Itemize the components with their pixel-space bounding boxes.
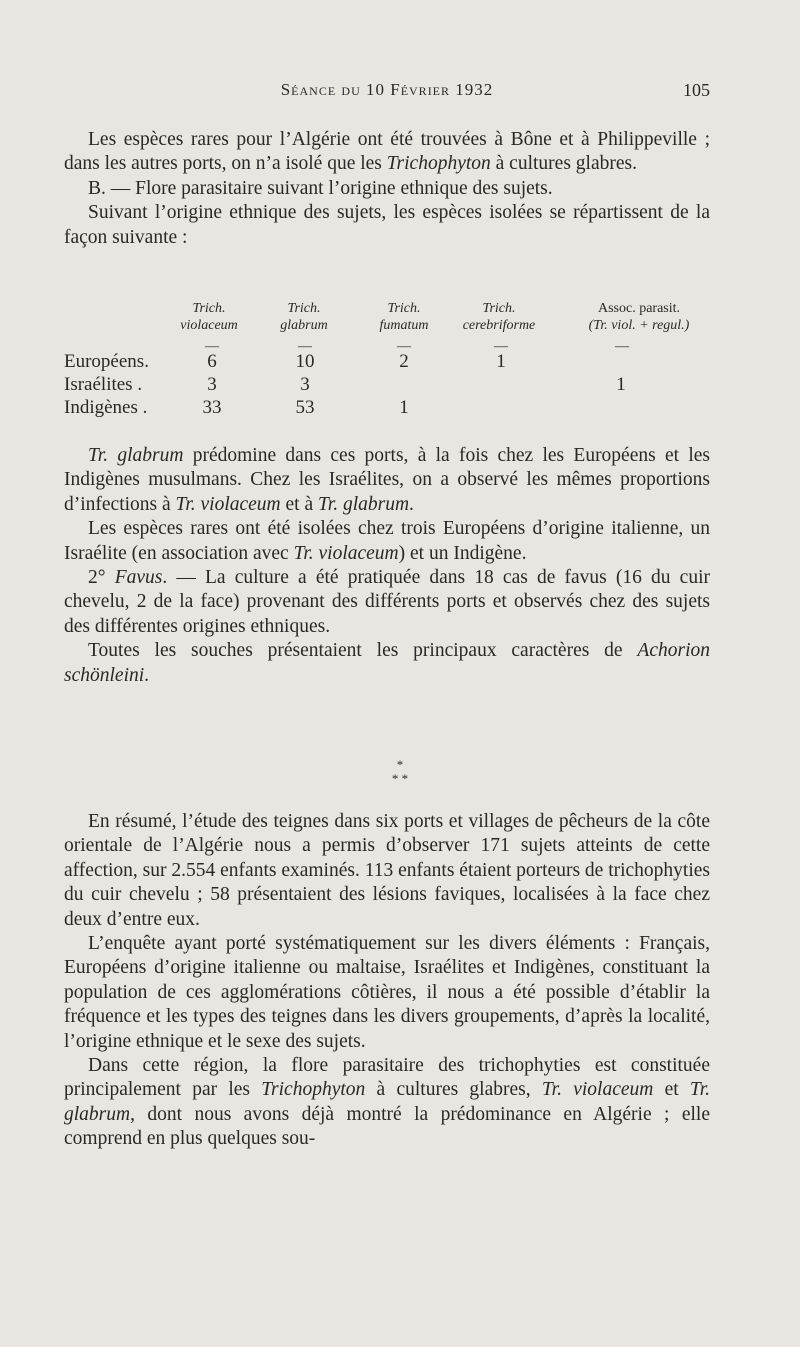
text-run: Dans cette région, la flore parasitaire des trichophyties est constituée principalement par les (64, 1055, 710, 1101)
table-cell: 10 (295, 351, 315, 372)
table-cell: 1 (399, 397, 409, 418)
column-header-line: fumatum (379, 318, 429, 333)
table-cell: 6 (207, 351, 217, 372)
italic-run: Trichophyton (386, 153, 491, 175)
paragraph-rare-isolates (64, 517, 710, 566)
table-cell: 1 (496, 351, 506, 372)
section-heading-b: B. — Flore parasitaire suivant l’origine ethnique des sujets. (88, 177, 553, 199)
text-run: prédomine dans ces ports, à la fois chez les Européens et les Indigènes musulmans. Chez les Israélites, on a observé les mêmes proportions d’infections à (64, 445, 710, 515)
row-label: Européens. (64, 351, 149, 372)
column-header-line: cerebriforme (462, 318, 536, 333)
table-cell: 1 (616, 374, 626, 395)
text-run: , dont nous avons déjà montré la prédominance en Algérie ; elle comprend en plus quelques sou- (64, 1103, 710, 1150)
asterism-bottom: * * (391, 771, 409, 786)
column-header-line: glabrum (280, 318, 328, 333)
text-run: Les espèces rares pour l’Algérie ont été trouvées à Bône et à Philippeville ; dans les autres ports, on n’a isolé que les (64, 129, 710, 175)
italic-run: Favus (114, 567, 163, 589)
text-run: et (653, 1079, 690, 1101)
row-label: Indigènes . (64, 397, 148, 418)
body-text (64, 444, 710, 688)
text-run: . (409, 493, 414, 515)
column-header (444, 300, 554, 334)
header-rule: — (205, 339, 219, 354)
column-header-line: Trich. (192, 301, 226, 316)
paragraph-rare-species (64, 128, 710, 177)
text-run: 2° (88, 567, 115, 589)
paragraph-achorion (64, 639, 710, 688)
page-number: 105 (683, 80, 710, 100)
text-run: Toutes les souches présentaient les principaux caractères de (88, 640, 638, 662)
italic-run: Tr. glabrum (318, 493, 410, 515)
column-header-line: Trich. (482, 301, 516, 316)
intro-text (64, 128, 710, 250)
italic-run: Tr. glabrum (64, 1079, 710, 1125)
summary-text (64, 810, 710, 1152)
italic-run: Tr. violaceum (175, 493, 281, 515)
row-label: Israélites . (64, 374, 143, 395)
running-title: Séance du 10 Février 1932 (280, 80, 494, 99)
text-run: à cultures glabres. (490, 153, 637, 175)
italic-run: Tr. violaceum (293, 542, 399, 564)
paragraph-flora (64, 1054, 710, 1152)
italic-run: Tr. glabrum (88, 445, 184, 466)
paragraph-favus (64, 566, 710, 639)
column-header-line: Assoc. parasit. (597, 301, 681, 316)
text-run: ) et un Indigène. (398, 542, 527, 564)
flora-table (64, 300, 710, 420)
header-rule: — (397, 339, 411, 354)
paragraph-table-intro: Suivant l’origine ethnique des sujets, les espèces isolées se répartissent de la façon suivante : (64, 202, 710, 248)
header-rule: — (494, 339, 508, 354)
italic-run: Tr. violaceum (541, 1079, 654, 1101)
text-run: . (144, 664, 150, 686)
column-header-line: Trich. (287, 301, 321, 316)
paragraph-survey: L’enquête ayant porté systématiquement sur les divers éléments : Français, Européens d’origine italienne ou maltaise, Israélites et Indigènes, constituant la population de ces agglomérations côtières, il nous a été possible d’établir la fréquence et les types des teignes dans les divers groupements, d’après la localité, l’origine ethnique et le sexe des sujets. (64, 933, 710, 1052)
text-run: . — La culture a été pratiquée dans 18 cas de favus (16 du cuir chevelu, 2 de la face) provenant des différents ports et observés chez des sujets des différentes origines ethniques. (64, 567, 710, 637)
column-header-line: violaceum (180, 318, 238, 333)
text-run: à cultures glabres, (365, 1079, 542, 1101)
text-run: et à (280, 493, 318, 515)
column-header (569, 300, 709, 334)
text-run: Les espèces rares ont été isolées chez trois Européens d’origine italienne, un Israélite (en association avec (64, 518, 710, 564)
table-cell: 53 (295, 397, 315, 418)
table-cell: 3 (300, 374, 310, 395)
paragraph-glabrum (64, 444, 710, 517)
paragraph-summary: En résumé, l’étude des teignes dans six ports et villages de pêcheurs de la côte orientale de l’Algérie nous a permis d’observer 171 sujets atteints de cette affection, sur 2.554 enfants examinés. 113 enfants étaient porteurs de trichophyties du cuir chevelu ; 58 présentaient des lésions faviques, localisées à la face chez deux d’entre eux. (64, 811, 711, 930)
column-header-line: (Tr. viol. + regul.) (588, 318, 690, 333)
column-header (254, 300, 354, 334)
table-cell: 2 (399, 351, 409, 372)
asterism-top: * (396, 757, 404, 772)
column-header-line: Trich. (387, 301, 421, 316)
section-asterism (0, 758, 800, 786)
header-rule: — (298, 339, 312, 354)
italic-run: Trichophyton (261, 1079, 366, 1101)
italic-run: Achorion schönleini (64, 640, 710, 686)
running-head (64, 80, 710, 108)
header-rule: — (615, 339, 629, 354)
table-cell: 33 (202, 397, 222, 418)
column-header (359, 300, 449, 334)
column-header (164, 300, 254, 334)
table-cell: 3 (207, 374, 217, 395)
